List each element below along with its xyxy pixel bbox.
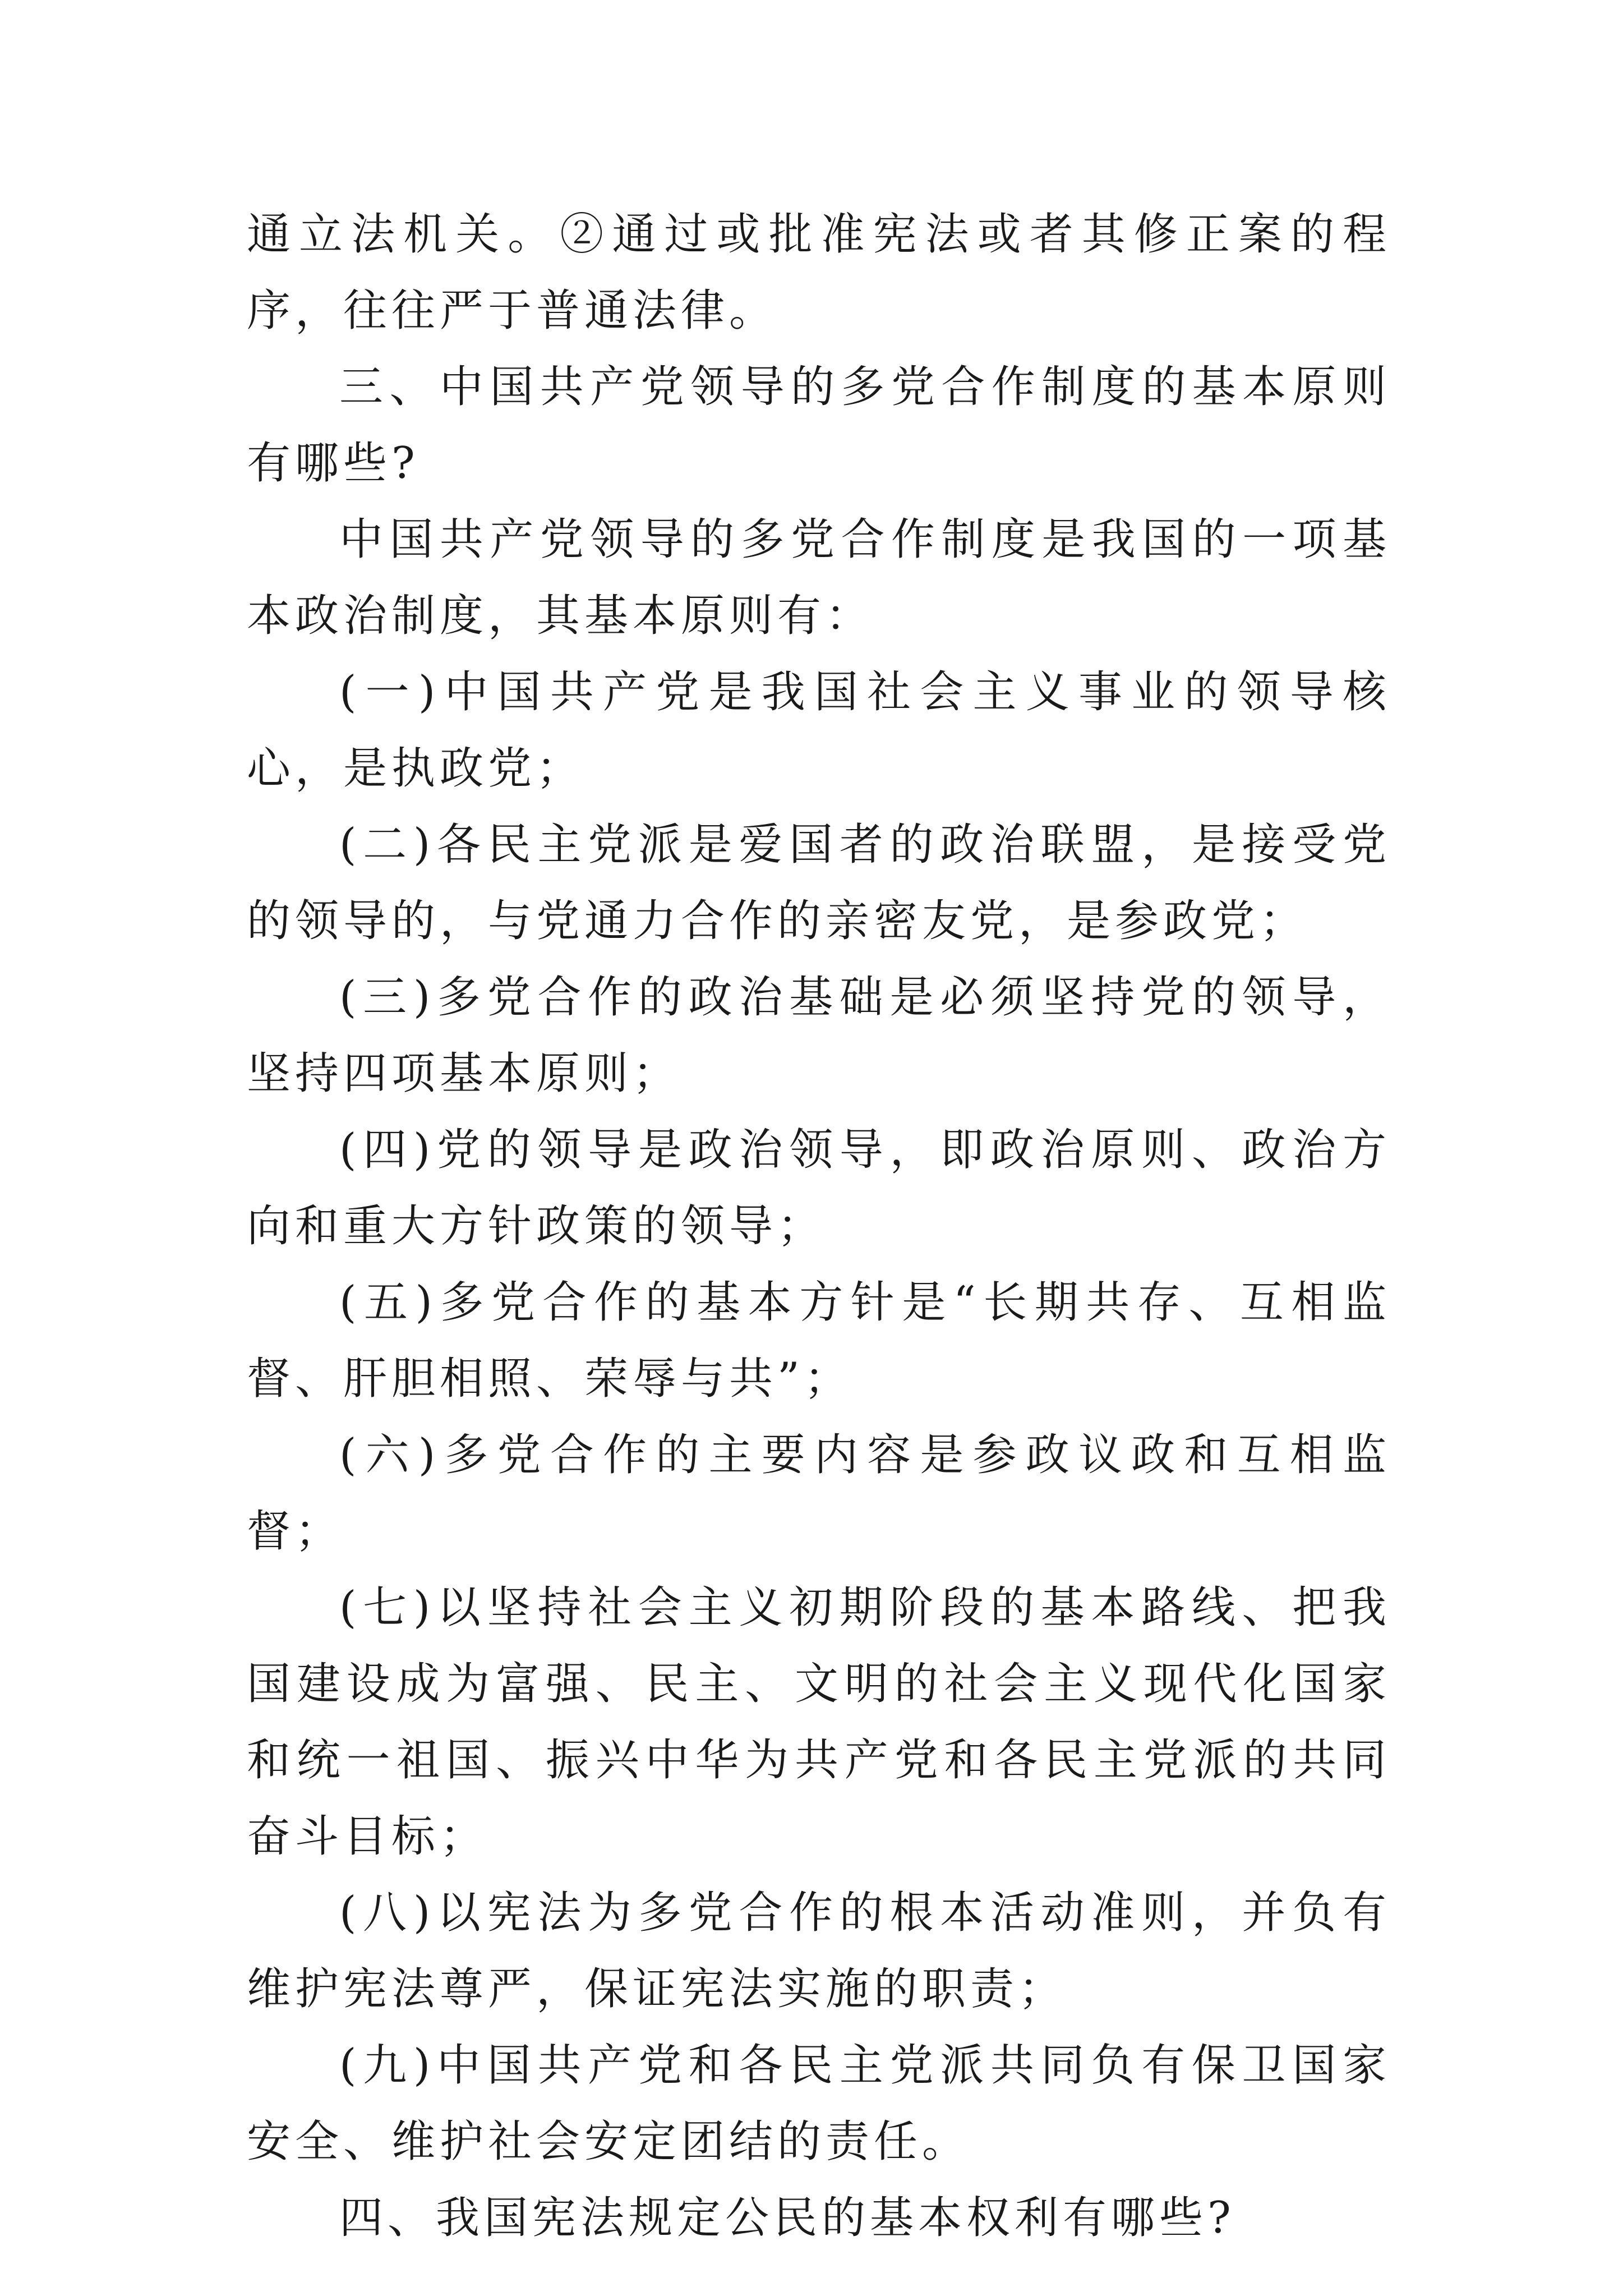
document-body xyxy=(247,196,1391,2256)
principle-item-4: (四)党的领导是政治领导，即政治原则、政治方向和重大方针政策的领导； xyxy=(247,1125,1391,1251)
principle-item-6: (六)多党合作的主要内容是参政议政和互相监督； xyxy=(247,1430,1391,1557)
principle-item-1: (一)中国共产党是我国社会主义事业的领导核心，是执政党； xyxy=(247,667,1391,794)
principle-item-7: (七)以坚持社会主义初期阶段的基本路线、把我国建设成为富强、民主、文明的社会主义现代化国家和统一祖国、振兴中华为共产党和各民主党派的共同奋斗目标； xyxy=(247,1582,1391,1862)
principle-item-2: (二)各民主党派是爱国者的政治联盟，是接受党的领导的，与党通力合作的亲密友党，是参政党； xyxy=(247,820,1391,946)
principle-item-3: (三)多党合作的政治基础是必须坚持党的领导，坚持四项基本原则； xyxy=(247,972,1391,1099)
paragraph-continuation: 通立法机关。②通过或批准宪法或者其修正案的程序，往往严于普通法律。 xyxy=(247,209,1391,336)
paragraph-intro: 中国共产党领导的多党合作制度是我国的一项基本政治制度，其基本原则有： xyxy=(247,514,1391,641)
principle-item-9: (九)中国共产党和各民主党派共同负有保卫国家安全、维护社会安定团结的责任。 xyxy=(247,2040,1391,2167)
section-heading-4: 四、我国宪法规定公民的基本权利有哪些? xyxy=(339,2193,1235,2243)
principle-item-5: (五)多党合作的基本方针是“长期共存、互相监督、肝胆相照、荣辱与共”； xyxy=(247,1277,1391,1404)
section-heading-3: 三、中国共产党领导的多党合作制度的基本原则有哪些? xyxy=(247,362,1391,489)
principle-item-8: (八)以宪法为多党合作的根本活动准则，并负有维护宪法尊严，保证宪法实施的职责； xyxy=(247,1888,1391,2014)
